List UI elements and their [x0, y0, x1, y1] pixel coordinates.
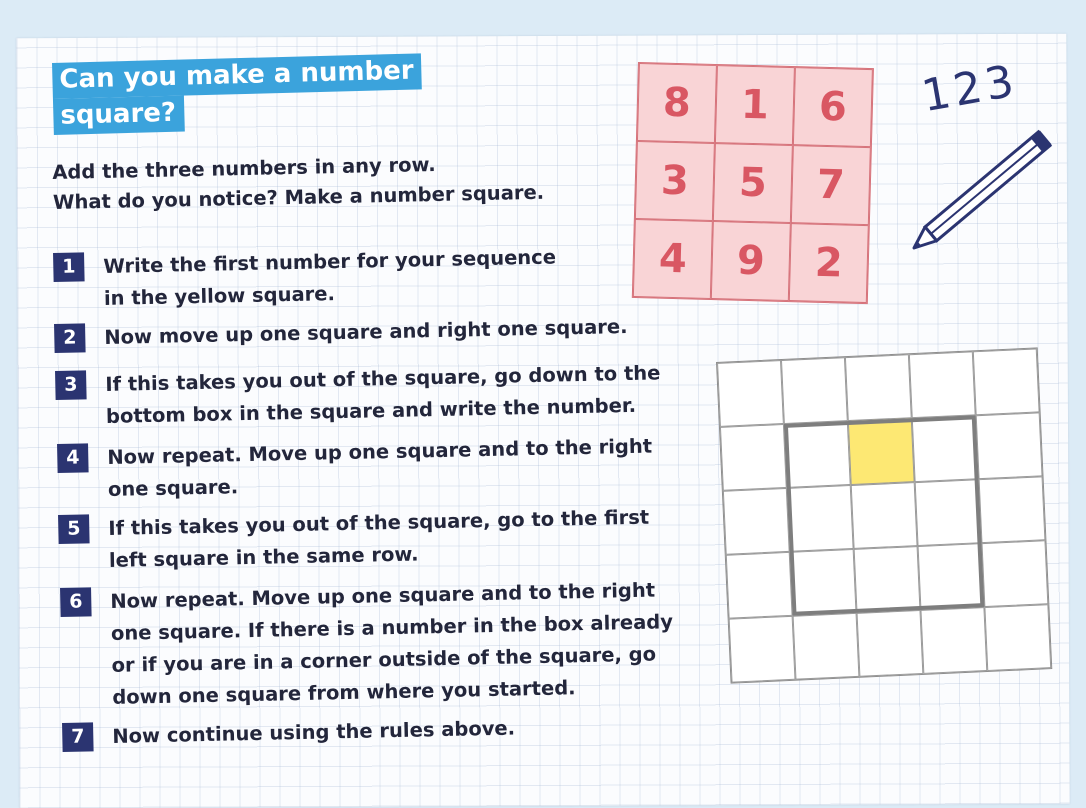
magic-square-cell: 1 [715, 65, 795, 145]
grid-cell [984, 604, 1051, 671]
step-3 [55, 357, 661, 434]
grid-cell [920, 607, 987, 674]
grid-cell [784, 421, 851, 488]
magic-square-cell: 6 [793, 67, 873, 147]
grid-cell [845, 354, 912, 421]
grid-cell [918, 543, 985, 610]
step-number-badge: 3 [55, 370, 87, 400]
title-line-2: square? [53, 96, 185, 135]
grid-cell [976, 412, 1043, 479]
step-1 [53, 241, 557, 316]
step-text: If this takes you out of the square, go down to the bottom box in the square and write the number. [105, 361, 661, 428]
step-number-badge: 1 [53, 252, 85, 282]
intro-line-2: What do you notice? Make a number square. [52, 180, 545, 214]
grid-cell [787, 485, 854, 552]
pencil-icon [898, 118, 1058, 258]
grid-cell [909, 351, 976, 418]
step-5 [58, 502, 650, 578]
magic-square-cell: 7 [791, 145, 871, 225]
intro-line-1: Add the three numbers in any row. [52, 152, 436, 184]
grid-cell [854, 546, 921, 613]
step-text: Write the first number for your sequence in the yellow square. [103, 245, 557, 310]
handwritten-123: 123 [918, 55, 1022, 123]
step-6 [60, 574, 675, 715]
step-4 [57, 431, 653, 507]
grid-cell [851, 482, 918, 549]
intro-text [52, 148, 544, 218]
title-line-1: Can you make a number [52, 53, 422, 99]
step-number-badge: 7 [62, 722, 94, 752]
step-text: Now move up one square and right one square. [104, 314, 628, 349]
step-text: Now continue using the rules above. [112, 716, 516, 748]
grid-cell [912, 415, 979, 482]
grid-cell [793, 613, 860, 680]
magic-square-cell: 3 [635, 141, 715, 221]
grid-cell [720, 424, 787, 491]
grid-cell [915, 479, 982, 546]
step-text: Now repeat. Move up one square and to the right one square. [107, 434, 653, 501]
step-text: Now repeat. Move up one square and to the right one square. If there is a number in the box already or if you are in a corner outside of the square, go down one square from where you started. [110, 578, 674, 709]
step-number-badge: 5 [58, 514, 90, 544]
magic-square-cell: 8 [637, 63, 717, 143]
step-number-badge: 6 [60, 587, 92, 617]
step-number-badge: 2 [54, 323, 86, 353]
grid-cell [717, 360, 784, 427]
grid-cell [979, 476, 1046, 543]
grid-cell [729, 616, 796, 683]
step-text: If this takes you out of the square, go to the first left square in the same row. [108, 505, 650, 572]
magic-square-cell: 4 [633, 219, 713, 299]
yellow-start-cell [848, 418, 915, 485]
step-number-badge: 4 [57, 443, 89, 473]
magic-square-cell: 2 [789, 223, 869, 303]
grid-cell [790, 549, 857, 616]
magic-square-example [632, 62, 874, 304]
grid-cell [781, 357, 848, 424]
grid-cell [726, 552, 793, 619]
empty-number-grid [716, 347, 1052, 683]
grid-cell [723, 488, 790, 555]
magic-square-cell: 9 [711, 221, 791, 301]
magic-square-cell: 5 [713, 143, 793, 223]
grid-cell [981, 540, 1048, 607]
grid-cell [973, 348, 1040, 415]
page-title [52, 53, 423, 135]
grid-cell [857, 610, 924, 677]
